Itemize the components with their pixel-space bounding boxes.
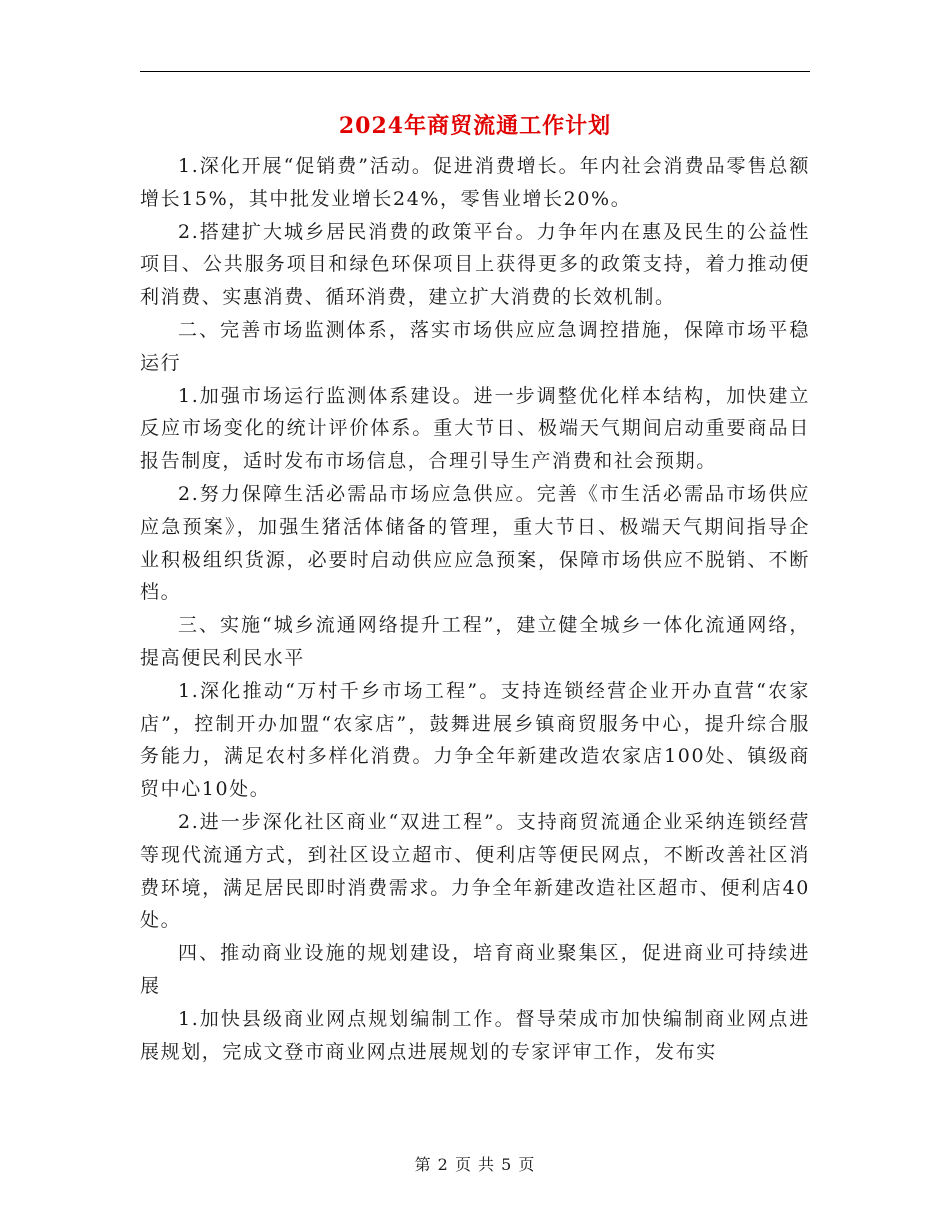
- paragraph: 1.加强市场运行监测体系建设。进一步调整优化样本结构，加快建立反应市场变化的统计评价体系。重大节日、极端天气期间启动重要商品日报告制度，适时发布市场信息，合理引导生产消费和社会预期。: [140, 384, 810, 473]
- document-title: 2024年商贸流通工作计划: [338, 113, 612, 139]
- paragraph: 1.深化推动“万村千乡市场工程”。支持连锁经营企业开办直营“农家店”，控制开办加盟“农家店”，鼓舞进展乡镇商贸服务中心，提升综合服务能力，满足农村多样化消费。力争全年新建改造农家店100处、镇级商贸中心10处。: [140, 679, 810, 801]
- section-heading: 四、推动商业设施的规划建设，培育商业聚集区，促进商业可持续进展: [140, 942, 810, 997]
- header-rule: [140, 71, 810, 72]
- paragraph: 2.努力保障生活必需品市场应急供应。完善《市生活必需品市场供应应急预案》，加强生猪活体储备的管理，重大节日、极端天气期间指导企业积极组织货源，必要时启动供应应急预案，保障市场供应不脱销、不断档。: [140, 482, 810, 604]
- paragraph: 1.加快县级商业网点规划编制工作。督导荣成市加快编制商业网点进展规划，完成文登市商业网点进展规划的专家评审工作，发布实: [140, 1007, 810, 1063]
- paragraph: 2.搭建扩大城乡居民消费的政策平台。力争年内在惠及民生的公益性项目、公共服务项目和绿色环保项目上获得更多的政策支持，着力推动便利消费、实惠消费、循环消费，建立扩大消费的长效机制。: [140, 220, 810, 309]
- section-heading: 三、实施“城乡流通网络提升工程”，建立健全城乡一体化流通网络，提高便民利民水平: [140, 614, 810, 669]
- paragraph: 2.进一步深化社区商业“双进工程”。支持商贸流通企业采纳连锁经营等现代流通方式，到社区设立超市、便利店等便民网点，不断改善社区消费环境，满足居民即时消费需求。力争全年新建改造社区超市、便利店40处。: [140, 810, 810, 932]
- section-heading: 二、完善市场监测体系，落实市场供应应急调控措施，保障市场平稳运行: [140, 318, 810, 374]
- document-body: [140, 150, 810, 1068]
- paragraph: 1.深化开展“促销费”活动。促进消费增长。年内社会消费品零售总额增长15%，其中批发业增长24%，零售业增长20%。: [140, 155, 810, 210]
- page-footer: 第 2 页 共 5 页: [414, 1155, 536, 1174]
